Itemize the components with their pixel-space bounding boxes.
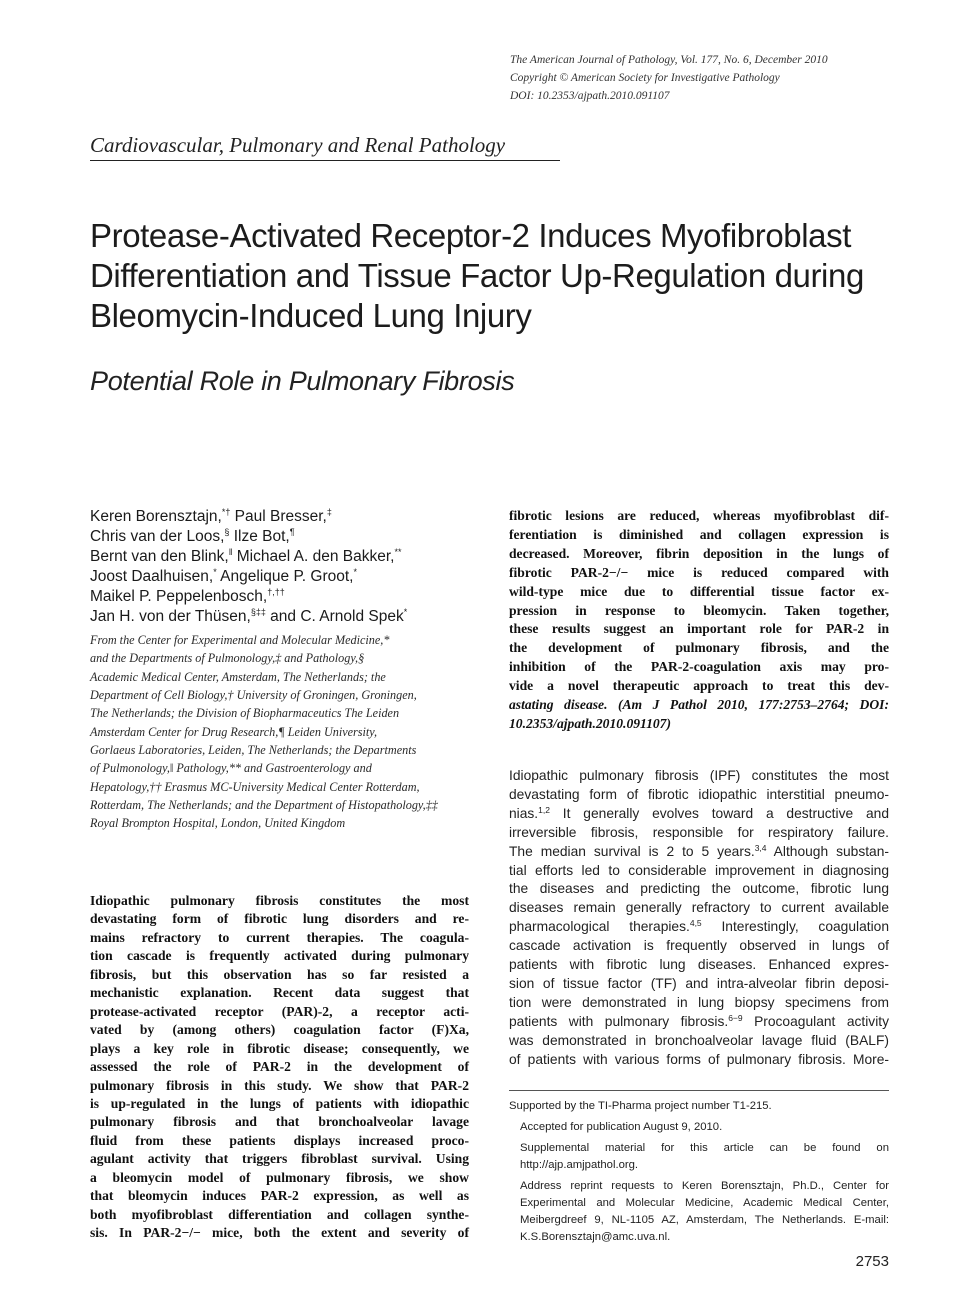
author-name: Joost Daalhuisen,: [90, 568, 214, 585]
abstract-line: fibrotic PAR-2−/− mice is reduced compared with: [509, 564, 889, 580]
author-affil-mark: §: [224, 527, 230, 537]
journal-line-1: The American Journal of Pathology, Vol. 177, No. 6, December 2010: [510, 54, 828, 66]
abstract-line: the development of pulmonary fibrosis, and the: [509, 640, 889, 656]
author-affil-mark: *: [213, 567, 217, 577]
affiliation-line: The Netherlands; the Division of Biopharmaceutics The Leiden: [90, 706, 400, 721]
intro-line: of patients with various forms of pulmonary fibrosis. More-: [509, 1051, 889, 1067]
journal-line-2: Copyright © American Society for Investigative Pathology: [510, 72, 780, 84]
author-name: Ilze Bot,: [229, 528, 290, 545]
introduction-paragraph: [509, 767, 889, 1070]
abstract-line: pulmonary fibrosis and that bronchoalveolar lavage: [90, 1114, 469, 1130]
author-affil-mark: *: [403, 607, 408, 617]
abstract-line: these results suggest an important role for PAR-2 in: [509, 621, 889, 637]
intro-line: devastating form of fibrotic idiopathic interstitial pneumo-: [509, 786, 889, 802]
funding-note: Supported by the TI-Pharma project number T1-215.: [509, 1100, 772, 1112]
affiliation-line: From the Center for Experimental and Molecular Medicine,*: [90, 633, 390, 647]
author-line: [90, 527, 480, 547]
author-affil-mark: §‡‡: [250, 607, 266, 617]
intro-line: tion were demonstrated in lung biopsy specimens from: [509, 994, 889, 1010]
supplemental-note: Supplemental material for this article can be found on http://ajp.amjpathol.org.: [520, 1142, 889, 1171]
abstract-line: vated by (among others) coagulation factor (F)Xa,: [90, 1022, 469, 1038]
author-name: Maikel P. Peppelenbosch,: [90, 588, 268, 605]
abstract-line: is up-regulated in the lungs of patients with idiopathic: [90, 1095, 469, 1111]
author-affil-mark: *: [353, 567, 357, 577]
intro-line: sion of tissue factor (TF) and intra-alveolar fibrin deposi-: [509, 975, 889, 991]
author-line: [90, 547, 480, 567]
abstract-line: protease-activated receptor (PAR)-2, a receptor acti-: [90, 1003, 469, 1019]
intro-text: It generally evolves toward a destructive and: [549, 805, 889, 821]
abstract-line: agulant activity that triggers fibroblast survival. Using: [90, 1151, 469, 1167]
affiliations: [90, 631, 475, 833]
author-name: Keren Borensztajn,: [90, 508, 222, 525]
intro-line: [509, 1013, 889, 1032]
affiliation-line: Rotterdam, The Netherlands; and the Department of Histopathology,‡‡: [90, 798, 438, 813]
abstract-citation-line: astating disease. (Am J Pathol 2010, 177:2753–2764; DOI:: [509, 697, 889, 713]
abstract-line: ferentiation is diminished and collagen expression is: [509, 526, 889, 542]
title-line: Bleomycin-Induced Lung Injury: [90, 297, 532, 334]
author-affil-mark: *†: [221, 507, 231, 517]
author-name: Jan H. von der Thüsen,: [90, 608, 251, 625]
intro-line: diseases remain generally refractory to current available: [509, 900, 889, 916]
abstract-part-2: [509, 507, 889, 734]
abstract-line: tion cascade is frequently activated during pulmonary: [90, 948, 469, 964]
abstract-part-1: [90, 892, 469, 1243]
author-affil-mark: ¶: [289, 527, 295, 537]
intro-line: patients with fibrotic lung diseases. Enhanced expres-: [509, 957, 889, 973]
abstract-line: pulmonary fibrosis in this study. We show that PAR-2: [90, 1077, 469, 1093]
intro-line: [509, 805, 889, 824]
affiliation-line: Amsterdam Center for Drug Research,¶ Leiden University,: [90, 724, 378, 739]
abstract-line: mechanistic explanation. Recent data suggest that: [90, 985, 469, 1001]
intro-text: The median survival is 2 to 5 years.: [509, 843, 755, 859]
intro-text: Although substan-: [766, 843, 889, 859]
accepted-note: Accepted for publication August 9, 2010.: [520, 1121, 723, 1133]
footnote-divider: [509, 1090, 889, 1091]
author-line: [90, 607, 480, 627]
author-name: Chris van der Loos,: [90, 528, 225, 545]
intro-text: Interestingly, coagulation: [701, 919, 890, 935]
citation-ref: 1,2: [538, 804, 550, 815]
intro-line: was demonstrated in bronchoalveolar lavage fluid (BALF): [509, 1032, 889, 1048]
intro-text: Procoagulant activity: [742, 1013, 889, 1029]
abstract-line: wild-type mice due to differential tissue factor ex-: [509, 583, 889, 599]
affiliation-line: Department of Cell Biology,† University of Groningen, Groningen,: [90, 688, 417, 703]
abstract-line: Idiopathic pulmonary fibrosis constitutes the most: [90, 893, 469, 908]
author-affil-mark: ‖: [228, 547, 233, 557]
author-line: [90, 567, 480, 587]
intro-line: tial efforts led to considerable improvement in diagnosing: [509, 862, 889, 878]
affiliation-line: Royal Brompton Hospital, London, United Kingdom: [90, 816, 346, 831]
abstract-line: plays a key role in fibrotic disease; consequently, we: [90, 1040, 469, 1056]
author-line: [90, 587, 480, 607]
intro-line: [509, 918, 889, 937]
author-name: Michael A. den Bakker,: [232, 548, 395, 565]
author-affil-mark: †,††: [267, 587, 285, 597]
author-name: Paul Bresser,: [230, 508, 327, 525]
author-affil-mark: ‡: [326, 507, 332, 517]
abstract-doi-line: 10.2353/ajpath.2010.091107): [509, 715, 672, 731]
affiliation-line: Gorlaeus Laboratories, Leiden, The Netherlands; the Departments: [90, 743, 417, 758]
intro-line: the diseases and predicting the outcome, fibrotic lung: [509, 881, 889, 897]
intro-line: irreversible fibrosis, responsible for respiratory failure.: [509, 824, 889, 840]
abstract-line: a bleomycin model of pulmonary fibrosis, we show: [90, 1169, 469, 1185]
intro-line: Idiopathic pulmonary fibrosis (IPF) constitutes the most: [509, 768, 889, 783]
title-line: Differentiation and Tissue Factor Up-Regulation during: [90, 257, 864, 294]
abstract-line: mains refractory to current therapies. The coagula-: [90, 929, 469, 945]
author-name: and C. Arnold Spek: [265, 608, 404, 625]
article-subtitle: Potential Role in Pulmonary Fibrosis: [90, 366, 515, 396]
reprint-note: Address reprint requests to Keren Borensztajn, Ph.D., Center for Experimental and Molecular Medicine, Academic Medical Center, Meibergdreef 9, NL-1105 AZ, Amsterdam, The Netherlands. E-mail: K.S.Borensztajn@amc.uva.nl.: [520, 1180, 889, 1243]
author-list: [90, 507, 480, 627]
citation-ref: 4,5: [689, 918, 702, 929]
article-title: [90, 216, 940, 336]
abstract-line: both myofibroblast differentiation and collagen synthe-: [90, 1206, 469, 1222]
affiliation-line: Hepatology,†† Erasmus MC-University Medical Center Rotterdam,: [90, 779, 420, 794]
abstract-line: fluid from these patients displays increased proco-: [90, 1132, 469, 1148]
abstract-line: pression in response to bleomycin. Taken together,: [509, 602, 889, 618]
abstract-line: fibrosis, but this observation has so far resisted a: [90, 966, 469, 982]
citation-ref: 6−9: [728, 1012, 743, 1023]
author-name: Bernt van den Blink,: [90, 548, 229, 565]
footnotes: [509, 1098, 889, 1250]
intro-text: nias.: [509, 805, 539, 821]
journal-citation: [510, 51, 930, 105]
affiliation-line: Academic Medical Center, Amsterdam, The Netherlands; the: [90, 669, 386, 684]
intro-text: patients with pulmonary fibrosis.: [509, 1013, 729, 1029]
abstract-line: assessed the role of PAR-2 in the development of: [90, 1059, 469, 1075]
page-number: 2753: [855, 1253, 889, 1270]
intro-line: cascade activation is frequently observed in lungs of: [509, 938, 889, 954]
intro-line: [509, 843, 889, 862]
affiliation-line: of Pulmonology,‖ Pathology,** and Gastroenterology and: [90, 761, 372, 776]
author-line: [90, 507, 480, 527]
abstract-line: inhibition of the PAR-2-coagulation axis may pro-: [509, 659, 889, 675]
abstract-line: fibrotic lesions are reduced, whereas myofibroblast dif-: [509, 508, 889, 523]
abstract-line: that bleomycin induces PAR-2 expression, as well as: [90, 1188, 469, 1204]
citation-ref: 3,4: [754, 842, 767, 853]
section-heading: Cardiovascular, Pulmonary and Renal Pathology: [90, 131, 560, 161]
title-line: Protease-Activated Receptor-2 Induces Myofibroblast: [90, 217, 851, 254]
author-name: Angelique P. Groot,: [216, 568, 354, 585]
abstract-line: sis. In PAR-2−/− mice, both the extent and severity of: [90, 1225, 469, 1241]
abstract-line: vide a novel therapeutic approach to treat this dev-: [509, 678, 889, 694]
abstract-line: devastating form of fibrotic lung disorders and re-: [90, 911, 469, 927]
intro-text: pharmacological therapies.: [509, 919, 690, 935]
affiliation-line: and the Departments of Pulmonology,‡ and Pathology,§: [90, 651, 365, 666]
abstract-line: decreased. Moreover, fibrin deposition in the lungs of: [509, 545, 889, 561]
author-affil-mark: **: [394, 547, 402, 557]
journal-doi: DOI: 10.2353/ajpath.2010.091107: [510, 90, 670, 102]
